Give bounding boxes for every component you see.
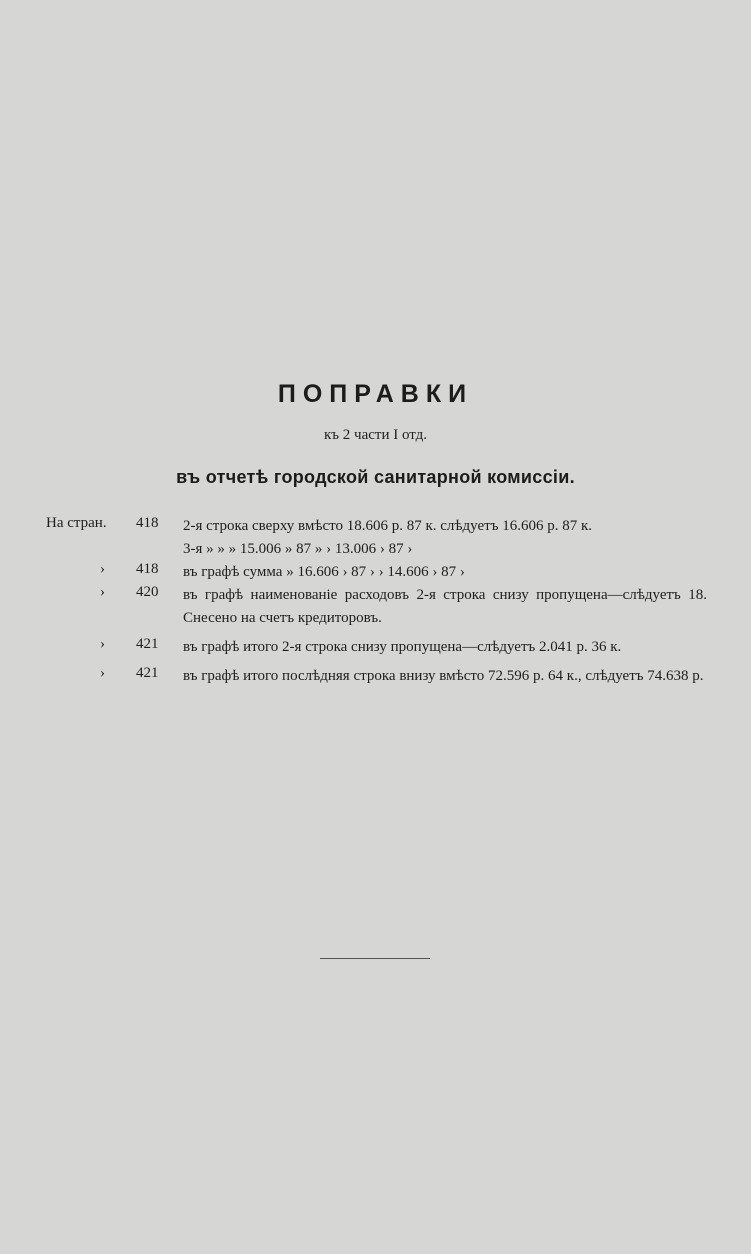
correction-text: въ графѣ итого послѣдняя строка внизу вмѣсто 72.596 р. 64 к., слѣдуетъ 74.638 р. bbox=[183, 668, 704, 684]
correction-entry bbox=[0, 665, 751, 688]
correction-text: 3-я » » » 15.006 » 87 » › 13.006 › 87 › bbox=[183, 541, 413, 557]
document-heading: въ отчетѣ городской санитарной комиссіи. bbox=[176, 467, 575, 487]
correction-entry bbox=[0, 515, 751, 538]
page-number: 421 bbox=[136, 665, 159, 681]
page-prefix: На стран. bbox=[46, 515, 107, 531]
page-number: 420 bbox=[136, 584, 159, 600]
correction-entry bbox=[0, 636, 751, 659]
corrections-list bbox=[0, 515, 751, 688]
page-number: 418 bbox=[136, 561, 159, 577]
correction-text: въ графѣ сумма » 16.606 › 87 › › 14.606 › 87 › bbox=[183, 564, 465, 580]
page-number: 421 bbox=[136, 636, 159, 652]
ditto-mark: › bbox=[100, 561, 105, 577]
document-title: ПОПРАВКИ bbox=[277, 380, 474, 408]
correction-entry bbox=[0, 561, 751, 584]
ditto-mark: › bbox=[100, 584, 105, 600]
ditto-mark: › bbox=[100, 665, 105, 681]
document-subtitle: къ 2 части I отд. bbox=[323, 427, 428, 443]
correction-text: въ графѣ наименованіе расходовъ 2-я строка снизу пропущена—слѣдуетъ 18. Снесено на счетъ кредиторовъ. bbox=[183, 587, 707, 626]
correction-entry bbox=[0, 584, 751, 630]
correction-text: 2-я строка сверху вмѣсто 18.606 р. 87 к. слѣдуетъ 16.606 р. 87 к. bbox=[183, 518, 592, 534]
page-number: 418 bbox=[136, 515, 159, 531]
ditto-mark: › bbox=[100, 636, 105, 652]
correction-text: въ графѣ итого 2-я строка снизу пропущена—слѣдуетъ 2.041 р. 36 к. bbox=[183, 639, 622, 655]
closing-rule bbox=[320, 958, 430, 959]
correction-entry bbox=[0, 538, 751, 561]
